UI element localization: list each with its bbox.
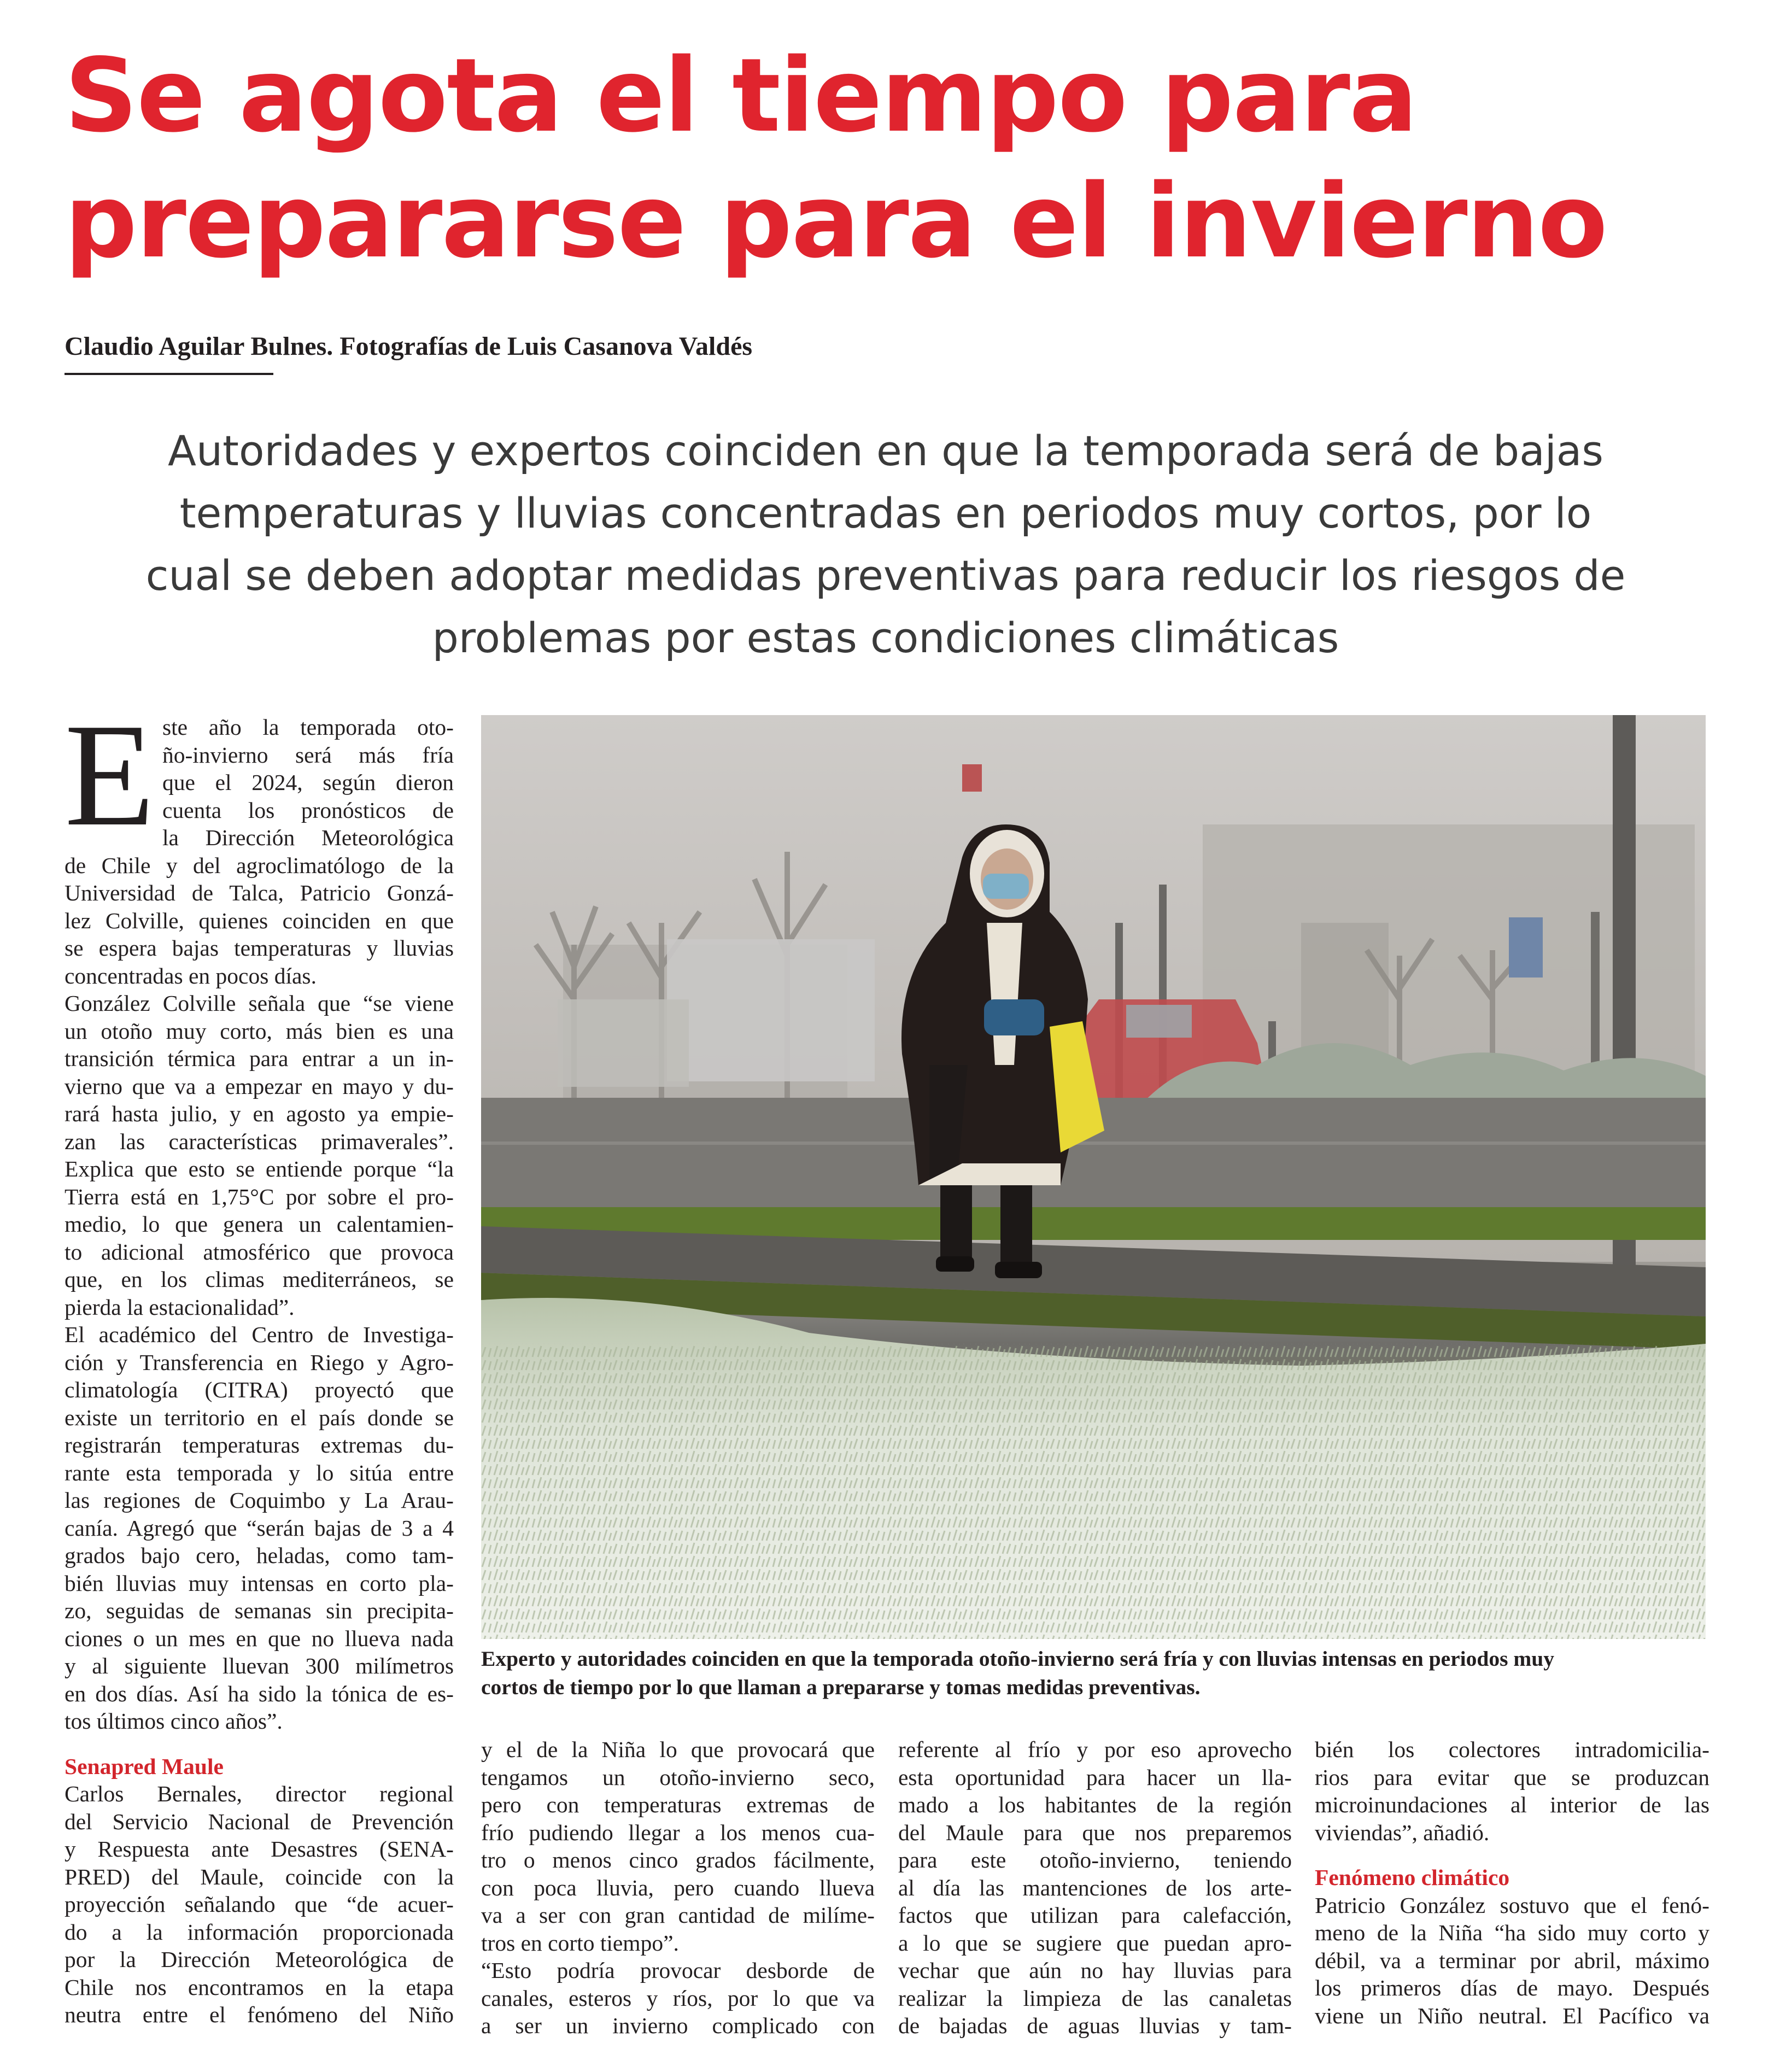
text-line: registrarán temperaturas extremas du- [65,1432,454,1458]
paragraph [481,1736,875,1957]
text-line: con poca lluvia, pero cuando llueva [481,1875,875,1900]
text-line: va a ser con gran cantidad de milíme- [481,1903,875,1928]
text-line: concentradas en pocos días. [65,963,317,988]
text-line: de Chile y del agroclimatólogo de la [65,852,454,878]
text-line: Patricio González sostuvo que el fenó- [1315,1892,1709,1918]
text-line: lez Colville, quienes coinciden en que [65,908,454,933]
text-line: y el de la Niña lo que provocará que [481,1737,875,1762]
text-line: que el 2024, según dieron [162,770,454,795]
text-line: medio, lo que genera un calentamien- [65,1211,454,1237]
text-line: al día las mantenciones de los arte- [898,1875,1292,1900]
text-line: zan las características primaverales”. [65,1128,454,1154]
text-line: por la Dirección Meteorológica de [65,1947,454,1972]
text-line: proyección señalando que “de acuer- [65,1892,454,1917]
paragraph [65,1321,454,1735]
text-line: grados bajo cero, heladas, como tam- [65,1543,454,1568]
article-column-2 [481,1736,875,2040]
byline-underline [65,373,273,375]
foggy-street-photo [481,715,1706,1639]
text-line: del Servicio Nacional de Prevención [65,1808,454,1834]
text-line: PRED) del Maule, coincide con la [65,1864,454,1889]
text-line: a ser un invierno complicado con [481,2013,875,2038]
paragraph [65,1780,454,2029]
text-line: rará hasta julio, y en agosto ya empie- [65,1101,454,1126]
article-column-1 [65,693,454,2029]
text-line: canía. Agregó que “serán bajas de 3 a 4 [65,1515,454,1541]
text-line: tengamos un otoño-invierno seco, [481,1764,875,1790]
paragraph [1315,1892,1709,2030]
text-line: “Esto podría provocar desborde de [481,1958,875,1983]
text-line: a lo que se sugiere que puedan apro- [898,1930,1292,1956]
text-line: rante esta temporada y lo sitúa entre [65,1460,454,1485]
section-subhead: Fenómeno climático [1315,1865,1510,1890]
text-line: Explica que esto se entiende porque “la [65,1156,454,1181]
deck-line: temperaturas y lluvias concentradas en periodos muy cortos, por lo [179,489,1592,537]
text-line: débil, va a terminar por abril, máximo [1315,1947,1709,1973]
text-line: rios para evitar que se produzcan [1315,1764,1709,1790]
caption-line: Experto y autoridades coinciden en que la temporada otoño-invierno será fría y con lluvias intensas en periodos muy [481,1647,1554,1671]
text-line: la Dirección Meteorológica [162,825,454,850]
text-line: microinundaciones al interior de las [1315,1792,1709,1817]
text-line: los primeros días de mayo. Después [1315,1975,1709,2000]
text-line: pero con temperaturas extremas de [481,1792,875,1817]
text-line: frío pudiendo llegar a los menos cua- [481,1819,875,1845]
text-line: se espera bajas temperaturas y lluvias [65,935,454,961]
byline: Claudio Aguilar Bulnes. Fotografías de Luis Casanova Valdés [65,332,753,361]
text-line: y al siguiente lluevan 300 milímetros [65,1653,454,1678]
section-subhead: Senapred Maule [65,1753,224,1779]
text-line: para este otoño-invierno, teniendo [898,1847,1292,1872]
text-line: pierda la estacionalidad”. [65,1294,295,1320]
text-line: meno de la Niña “ha sido muy corto y [1315,1920,1709,1945]
deck-line: problemas por estas condiciones climáticas [432,613,1339,662]
photo-caption [481,1644,1706,1701]
text-line: climatología (CITRA) proyectó que [65,1377,454,1402]
text-line: factos que utilizan para calefacción, [898,1903,1292,1928]
paragraph [898,1736,1292,2040]
text-line: de bajadas de aguas lluvias y tam- [898,2013,1292,2038]
caption-line: cortos de tiempo por lo que llaman a prepararse y tomas medidas preventivas. [481,1675,1201,1699]
text-line: referente al frío y por eso aprovecho [898,1737,1292,1762]
text-line: del Maule para que nos preparemos [898,1819,1292,1845]
text-line: El académico del Centro de Investiga- [65,1322,454,1347]
text-line: Universidad de Talca, Patricio Gonzá- [65,880,454,905]
text-line: viviendas”, añadió. [1315,1819,1490,1845]
text-line: bién los colectores intradomicilia- [1315,1737,1709,1762]
text-line: transición térmica para entrar a un in- [65,1046,454,1071]
text-line: vierno que va a empezar en mayo y du- [65,1073,454,1099]
headline-line: prepararse para el invierno [65,162,1607,280]
text-line: realizar la limpieza de las canaletas [898,1985,1292,2011]
text-line: zo, seguidas de semanas sin precipita- [65,1598,454,1623]
text-line: Chile nos encontramos en la etapa [65,1974,454,2000]
text-line: tos últimos cinco años”. [65,1708,283,1734]
deck-summary [55,420,1717,669]
text-line: vechar que aún no hay lluvias para [898,1958,1292,1983]
text-line: que, en los climas mediterráneos, se [65,1267,454,1292]
text-line: canales, esteros y ríos, por lo que va [481,1985,875,2011]
text-line: González Colville señala que “se viene [65,991,454,1016]
text-line: viene un Niño neutral. El Pacífico va [1315,2003,1709,2028]
paragraph [65,990,454,1321]
text-line: existe un territorio en el país donde se [65,1404,454,1430]
text-line: bién lluvias muy intensas en corto pla- [65,1570,454,1596]
article-column-4 [1315,1736,1709,2029]
headline-line: Se agota el tiempo para [65,36,1417,155]
text-line: do a la información proporcionada [65,1919,454,1945]
text-line: y Respuesta ante Desastres (SENA- [65,1836,454,1862]
text-line: cuenta los pronósticos de [162,797,454,823]
headline [65,33,1705,284]
text-line: Tierra está en 1,75°C por sobre el pro- [65,1184,454,1209]
text-line: en dos días. Así ha sido la tónica de es- [65,1681,454,1706]
text-line: tros en corto tiempo”. [481,1930,679,1956]
drop-cap: E [65,693,155,857]
paragraph [1315,1736,1709,1846]
article-column-3 [898,1736,1292,2040]
paragraph [481,1957,875,2040]
text-line: Carlos Bernales, director regional [65,1781,454,1806]
text-line: esta oportunidad para hacer un lla- [898,1764,1292,1790]
text-line: ño-invierno será más fría [162,742,454,768]
text-line: un otoño muy corto, más bien es una [65,1018,454,1044]
text-line: neutra entre el fenómeno del Niño [65,2002,454,2027]
deck-line: cual se deben adoptar medidas preventivas para reducir los riesgos de [145,551,1626,600]
text-line: tro o menos cinco grados fácilmente, [481,1847,875,1872]
text-line: las regiones de Coquimbo y La Arau- [65,1488,454,1513]
article-photo [481,715,1706,1639]
text-line: to adicional atmosférico que provoca [65,1239,454,1265]
deck-line: Autoridades y expertos coinciden en que la temporada será de bajas [168,426,1603,475]
text-line: ción y Transferencia en Riego y Agro- [65,1349,454,1375]
text-line: ciones o un mes en que no llueva nada [65,1625,454,1651]
text-line: ste año la temporada oto- [162,715,454,740]
text-line: mado a los habitantes de la región [898,1792,1292,1817]
